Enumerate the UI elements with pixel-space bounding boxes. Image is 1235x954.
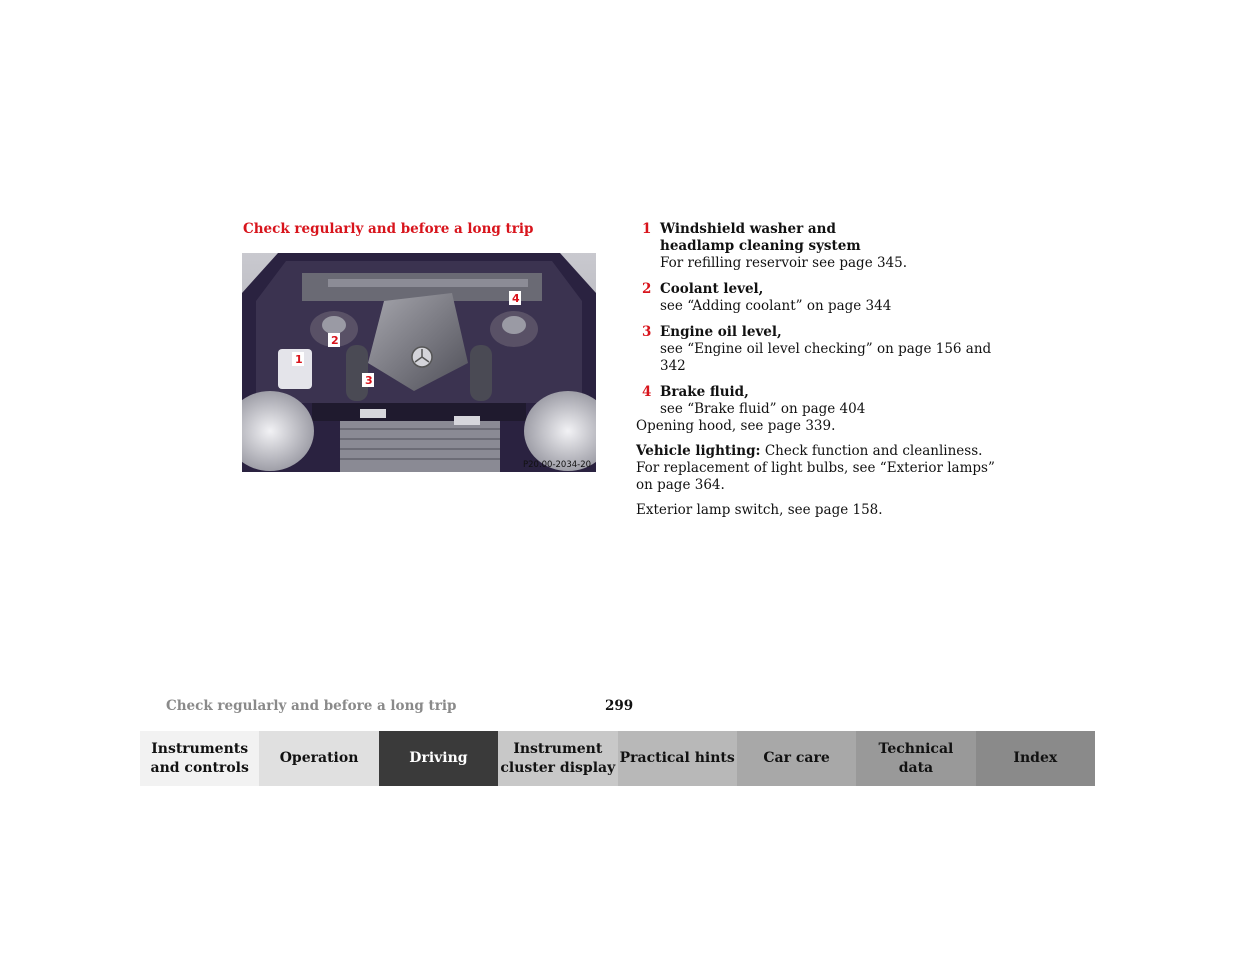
legend-title: Windshield washer and — [660, 221, 836, 237]
nav-tab-label: Practical hints — [619, 750, 735, 766]
legend-number: 3 — [642, 324, 652, 340]
nav-tab-operation[interactable] — [259, 731, 378, 786]
nav-tab-label: Driving — [409, 750, 468, 766]
callout-2: 2 — [331, 334, 339, 347]
nav-tab-label: Index — [1013, 750, 1058, 766]
page-number: 299 — [605, 698, 634, 714]
nav-tab-label: cluster display — [500, 759, 616, 776]
lighting-text: Check function and cleanliness. For replacement of light bulbs, see “Exterior lamps” on page 364. — [636, 443, 995, 493]
legend-title: Coolant level, — [660, 281, 764, 297]
legend-title: headlamp cleaning system — [660, 238, 861, 254]
lamp-switch-paragraph: Exterior lamp switch, see page 158. — [636, 502, 883, 518]
engine-compartment-illustration — [242, 253, 596, 472]
legend-title: Brake fluid, — [660, 384, 749, 400]
nav-tab-label: Car care — [763, 750, 830, 766]
callout-1: 1 — [295, 353, 303, 366]
legend-item-engine-oil — [636, 324, 1016, 375]
legend-description: see “Brake fluid” on page 404 — [660, 401, 866, 417]
nav-tab-label: Technical — [878, 740, 954, 757]
section-heading: Check regularly and before a long trip — [243, 221, 534, 237]
legend-title: Engine oil level, — [660, 324, 782, 340]
legend-item-coolant — [636, 281, 1016, 315]
callout-3: 3 — [365, 374, 373, 387]
legend-description: see “Adding coolant” on page 344 — [660, 298, 892, 314]
legend-item-washer — [636, 221, 1016, 272]
engine-illustration-svg — [242, 253, 596, 472]
hood-paragraph: Opening hood, see page 339. — [636, 418, 836, 434]
nav-tab-label: data — [898, 759, 934, 776]
nav-tab-index[interactable] — [976, 731, 1095, 786]
lighting-label: Vehicle lighting: — [636, 443, 761, 459]
legend-number: 4 — [642, 384, 652, 400]
nav-tab-instrument-cluster-display[interactable] — [498, 731, 617, 786]
callout-4: 4 — [512, 292, 520, 305]
nav-tab-instruments-and-controls[interactable] — [140, 731, 259, 786]
nav-tab-practical-hints[interactable] — [618, 731, 737, 786]
nav-tab-label: Operation — [279, 750, 359, 766]
figure-code: P20.00-2034-20 — [523, 460, 592, 470]
legend-item-brake-fluid — [636, 384, 1016, 418]
nav-tab-car-care[interactable] — [737, 731, 856, 786]
body-text — [636, 418, 996, 527]
legend-list — [636, 221, 1016, 427]
nav-tab-technical-data[interactable] — [856, 731, 975, 786]
footer-section-title: Check regularly and before a long trip — [166, 698, 457, 714]
legend-number: 1 — [642, 221, 652, 237]
nav-tab-label: and controls — [150, 759, 249, 776]
legend-description: see “Engine oil level checking” on page 156 and 342 — [660, 341, 992, 374]
nav-tab-driving[interactable] — [379, 731, 498, 786]
nav-tab-label: Instrument — [513, 740, 603, 757]
legend-description: For refilling reservoir see page 345. — [660, 255, 908, 271]
chapter-navigation — [140, 731, 1095, 786]
nav-tab-label: Instruments — [151, 740, 249, 757]
legend-number: 2 — [642, 281, 652, 297]
lighting-paragraph — [636, 443, 996, 494]
